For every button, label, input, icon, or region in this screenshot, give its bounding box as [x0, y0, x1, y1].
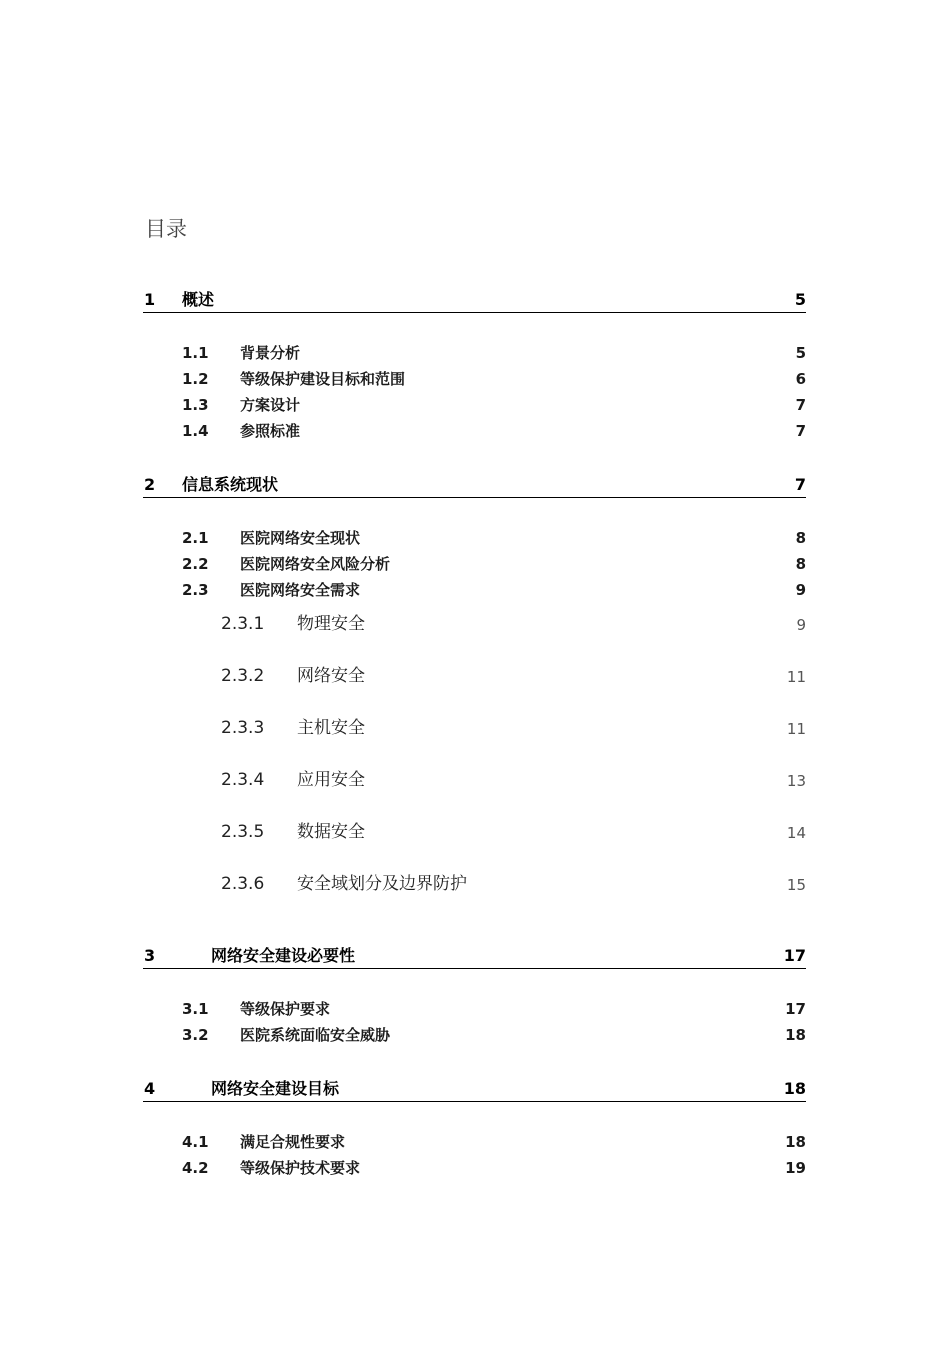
- toc-page-number: 17: [785, 1000, 806, 1018]
- toc-title: 目录: [145, 217, 187, 241]
- toc-page-number: 9: [796, 616, 806, 634]
- toc-entry-number: 1.2: [182, 370, 209, 388]
- toc-subentry-title: 物理安全: [297, 614, 365, 634]
- toc-entry-title: 医院网络安全风险分析: [240, 555, 391, 573]
- toc-chapter-number: 1: [144, 290, 156, 309]
- toc-page-number: 7: [795, 396, 806, 414]
- toc-entry-number: 1.3: [182, 396, 209, 414]
- toc-entry-title: 方案设计: [240, 396, 301, 414]
- toc-subentry-title: 安全域划分及边界防护: [297, 874, 467, 894]
- toc-subentry-number: 2.3.1: [221, 614, 265, 634]
- toc-entry-1-3[interactable]: [143, 391, 806, 417]
- toc-page-number: 19: [785, 1159, 806, 1177]
- toc-chapter-title: 网络安全建设目标: [211, 1079, 340, 1098]
- toc-entry-number: 3.1: [182, 1000, 209, 1018]
- toc-page-number: 5: [795, 344, 806, 362]
- toc-subentry-2-3-3[interactable]: [143, 715, 806, 741]
- toc-entry-number: 4.1: [182, 1133, 209, 1151]
- toc-page-number: 18: [783, 1079, 806, 1098]
- toc-subentry-2-3-2[interactable]: [143, 663, 806, 689]
- toc-entry-title: 背景分析: [240, 344, 301, 362]
- toc-entry-number: 1.4: [182, 422, 209, 440]
- toc-page-number: 13: [786, 772, 806, 790]
- toc-entry-4-2[interactable]: [143, 1154, 806, 1180]
- toc-chapter-1[interactable]: [143, 287, 806, 313]
- toc-entry-title: 等级保护建设目标和范围: [240, 370, 406, 388]
- toc-subentry-2-3-5[interactable]: [143, 819, 806, 845]
- toc-chapter-title: 网络安全建设必要性: [211, 946, 356, 965]
- toc-entry-title: 等级保护要求: [240, 1000, 331, 1018]
- toc-subentry-number: 2.3.4: [221, 770, 265, 790]
- toc-subentry-2-3-6[interactable]: [143, 871, 806, 897]
- toc-entry-title: 医院系统面临安全威胁: [240, 1026, 391, 1044]
- toc-subentry-number: 2.3.3: [221, 718, 265, 738]
- toc-page-number: 8: [795, 529, 806, 547]
- toc-entry-1-1[interactable]: [143, 339, 806, 365]
- toc-page-number: 11: [786, 720, 806, 738]
- toc-page-number: 6: [795, 370, 806, 388]
- toc-subentry-title: 数据安全: [297, 822, 365, 842]
- toc-page-number: 7: [795, 422, 806, 440]
- toc-entry-number: 2.3: [182, 581, 209, 599]
- toc-entry-title: 医院网络安全需求: [240, 581, 361, 599]
- toc-chapter-number: 3: [144, 946, 156, 965]
- toc-chapter-4[interactable]: [143, 1076, 806, 1102]
- toc-page-number: 15: [786, 876, 806, 894]
- toc-page-number: 14: [786, 824, 806, 842]
- toc-entry-number: 4.2: [182, 1159, 209, 1177]
- toc-chapter-number: 4: [144, 1079, 156, 1098]
- toc-page-number: 11: [786, 668, 806, 686]
- toc-subentry-2-3-4[interactable]: [143, 767, 806, 793]
- toc-entry-2-2[interactable]: [143, 550, 806, 576]
- toc-subentry-number: 2.3.6: [221, 874, 265, 894]
- toc-page-number: 5: [794, 290, 806, 309]
- toc-entry-1-2[interactable]: [143, 365, 806, 391]
- toc-subentry-title: 网络安全: [297, 666, 365, 686]
- toc-entry-number: 2.1: [182, 529, 209, 547]
- toc-entry-4-1[interactable]: [143, 1128, 806, 1154]
- toc-entry-number: 1.1: [182, 344, 209, 362]
- toc-page-number: 7: [794, 475, 806, 494]
- toc-subentry-number: 2.3.5: [221, 822, 265, 842]
- toc-page-number: 9: [795, 581, 806, 599]
- toc-subentry-title: 主机安全: [297, 718, 365, 738]
- toc-page-number: 8: [795, 555, 806, 573]
- toc-subentry-number: 2.3.2: [221, 666, 265, 686]
- toc-page-number: 18: [785, 1026, 806, 1044]
- toc-chapter-3[interactable]: [143, 943, 806, 969]
- toc-entry-title: 等级保护技术要求: [240, 1159, 361, 1177]
- toc-page-number: 18: [785, 1133, 806, 1151]
- toc-entry-3-2[interactable]: [143, 1021, 806, 1047]
- toc-entry-title: 参照标准: [240, 422, 301, 440]
- toc-chapter-title: 信息系统现状: [182, 475, 279, 494]
- toc-chapter-2[interactable]: [143, 472, 806, 498]
- toc-entry-title: 医院网络安全现状: [240, 529, 361, 547]
- toc-chapter-number: 2: [144, 475, 156, 494]
- toc-chapter-title: 概述: [182, 290, 215, 309]
- toc-entry-2-1[interactable]: [143, 524, 806, 550]
- toc-entry-number: 3.2: [182, 1026, 209, 1044]
- toc-entry-title: 满足合规性要求: [240, 1133, 346, 1151]
- toc-page-number: 17: [783, 946, 806, 965]
- toc-subentry-title: 应用安全: [297, 770, 365, 790]
- toc-subentry-2-3-1[interactable]: [143, 611, 806, 637]
- toc-entry-1-4[interactable]: [143, 417, 806, 443]
- toc-entry-number: 2.2: [182, 555, 209, 573]
- toc-entry-2-3[interactable]: [143, 576, 806, 602]
- toc-entry-3-1[interactable]: [143, 995, 806, 1021]
